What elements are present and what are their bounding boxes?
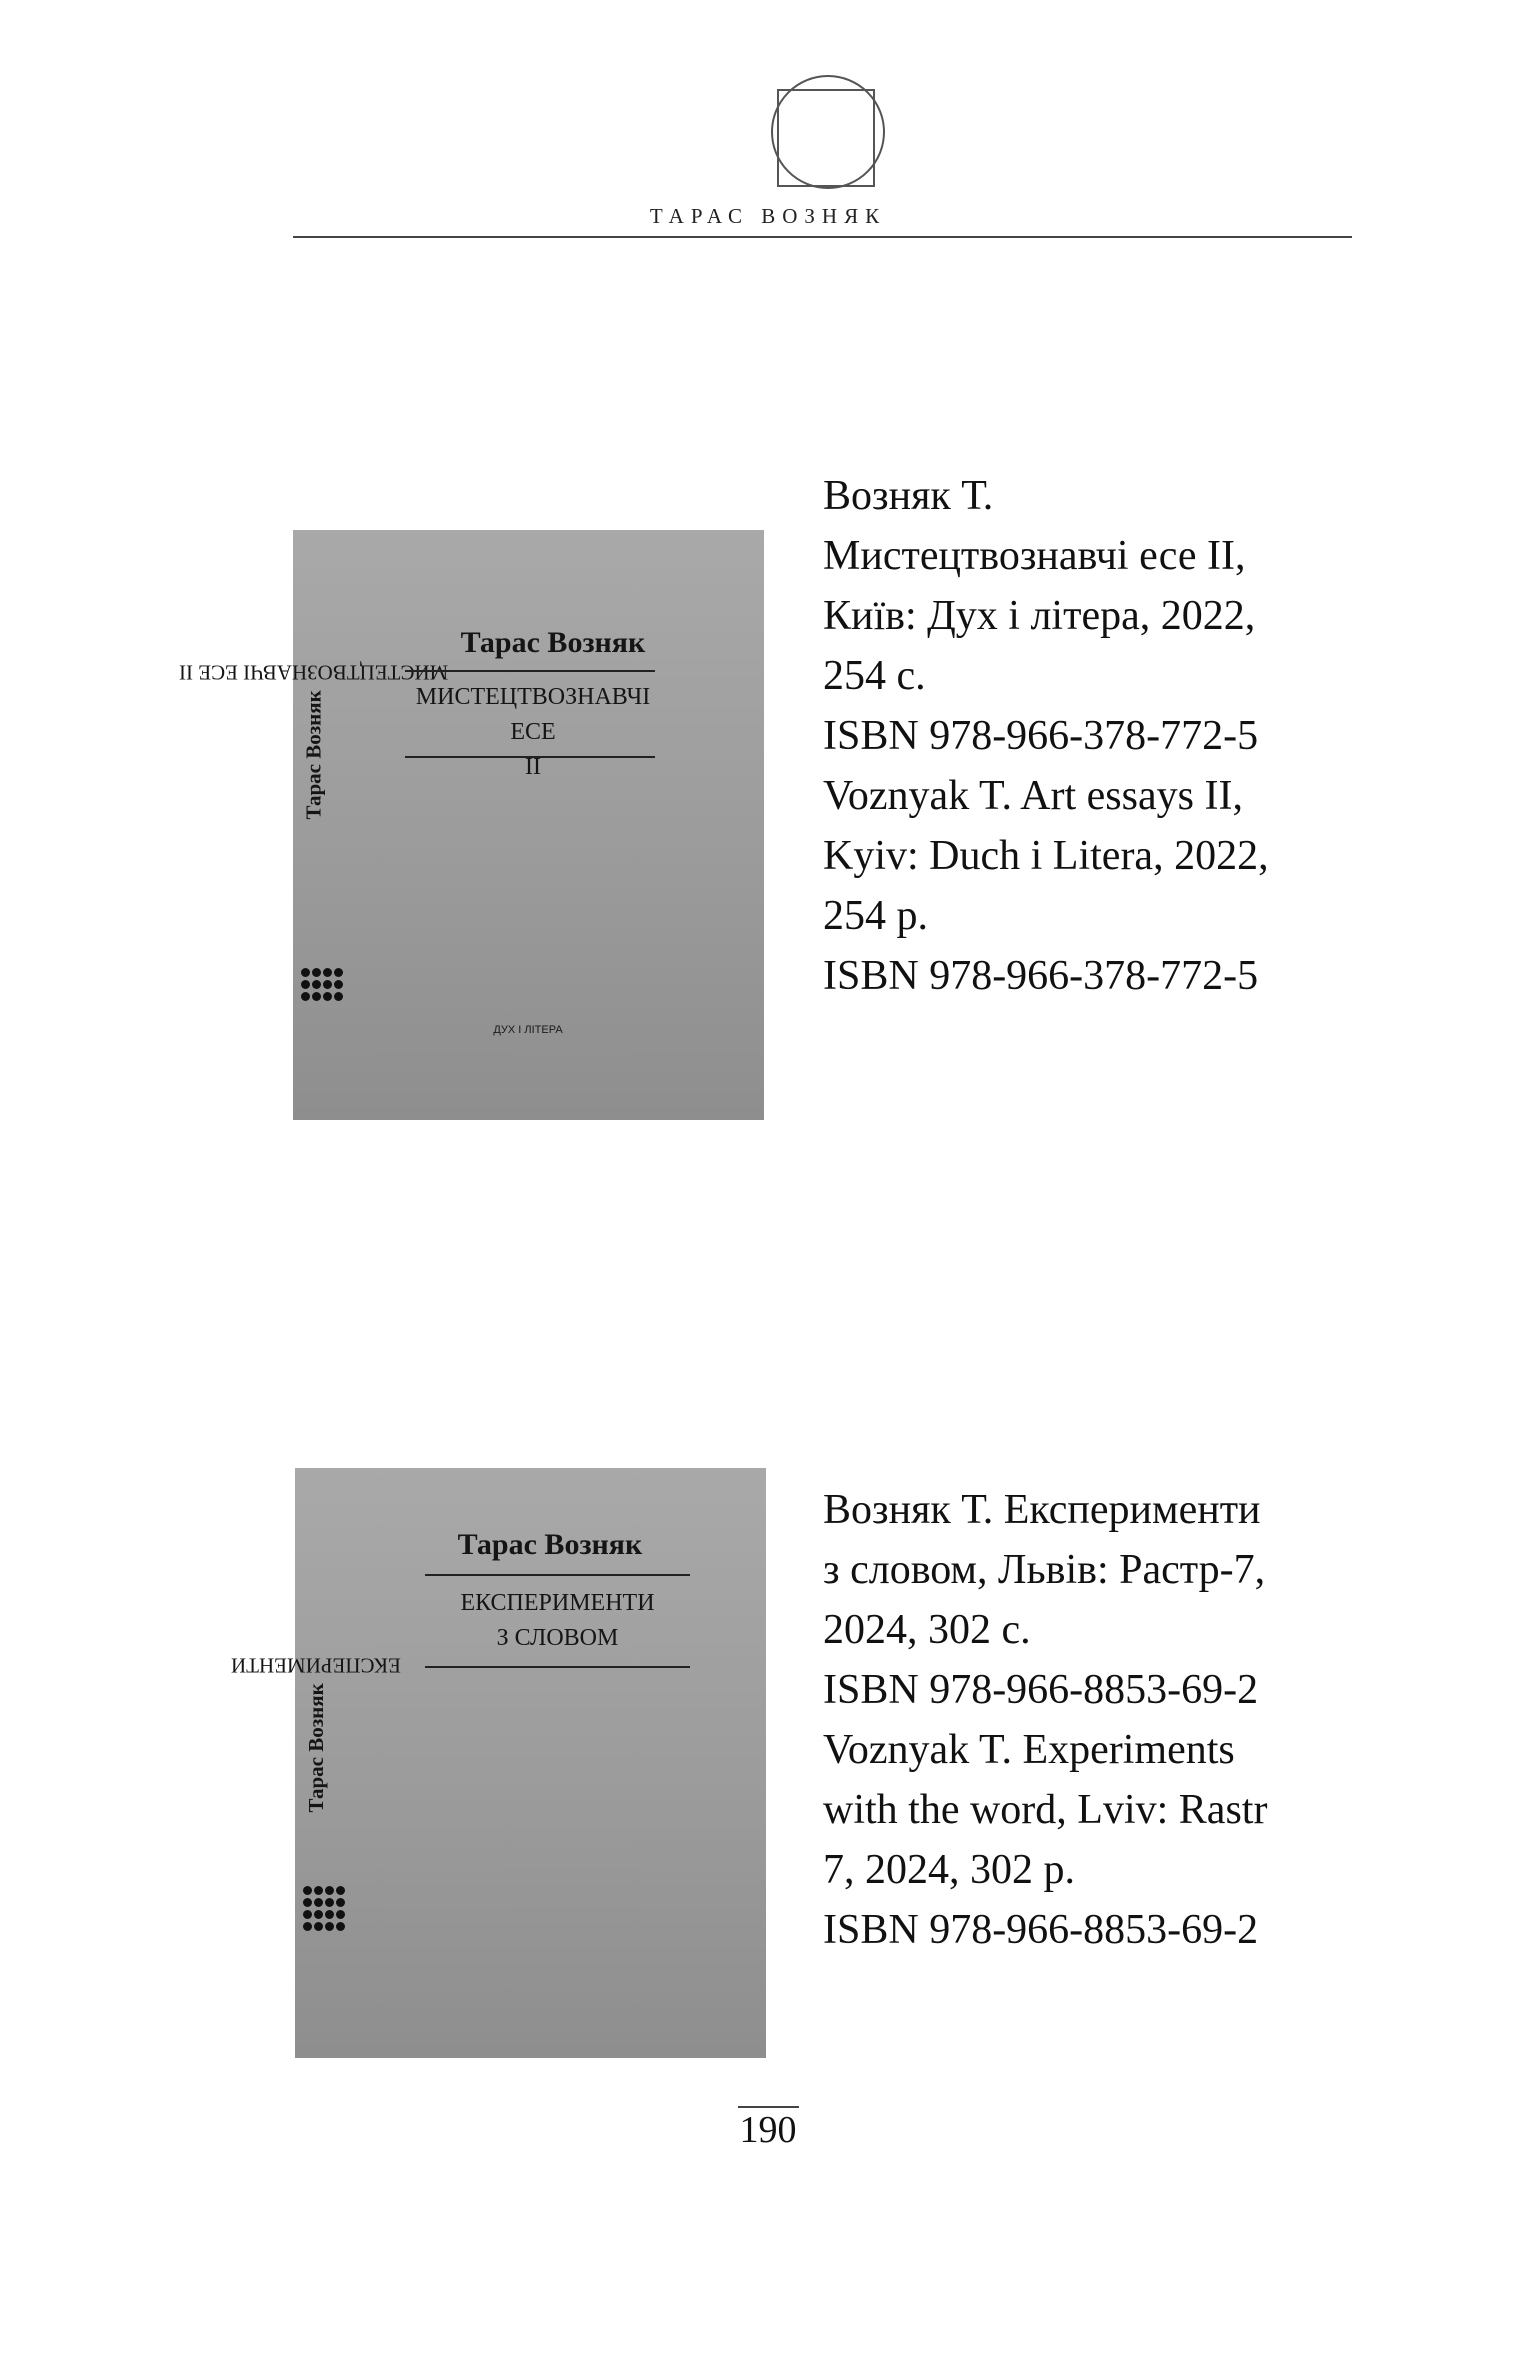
description-line: ISBN 978-966-378-772-5	[823, 953, 1259, 999]
description-line: Voznyak T. Experiments	[823, 1727, 1235, 1773]
cover-title-line: II	[525, 754, 541, 780]
cover-title	[403, 680, 663, 785]
description-line: 7, 2024, 302 p.	[823, 1847, 1075, 1893]
description-line: 254 с.	[823, 653, 926, 699]
book-cover-image	[231, 1468, 766, 2058]
description-line: ISBN 978-966-378-772-5	[823, 713, 1259, 759]
cover-spine	[179, 545, 449, 935]
description-line: ISBN 978-966-8853-69-2	[823, 1667, 1259, 1713]
cover-title-line: МИСТЕЦТВОЗНАВЧІ ЕСЕ	[415, 684, 651, 745]
cover-title	[425, 1586, 690, 1656]
cover-publisher: ДУХ І ЛІТЕРА	[493, 1024, 563, 1036]
cover-title-line: З СЛОВОМ	[496, 1625, 619, 1651]
spine-title: ЕКСПЕРИМЕНТИ	[231, 1654, 401, 1679]
cover-rule	[405, 670, 655, 672]
book-description	[823, 466, 1383, 1006]
page-number-value: 190	[738, 2106, 799, 2152]
description-line: 254 p.	[823, 893, 928, 939]
cover-rule	[425, 1666, 690, 1668]
dots-ornament	[303, 1886, 345, 1931]
cover-author: Тарас Возняк	[460, 626, 646, 659]
page-number	[0, 2106, 1536, 2152]
description-line: ISBN 978-966-8853-69-2	[823, 1907, 1259, 1953]
spine-author: Тарас Возняк	[304, 1683, 329, 1813]
cover-rule	[405, 756, 655, 758]
description-line: Возняк Т.	[823, 473, 994, 519]
cover-rule	[425, 1574, 690, 1576]
spine-author: Тарас Возняк	[302, 690, 326, 820]
running-head: ТАРАС ВОЗНЯК	[649, 204, 887, 228]
spine-title: МИСТЕЦТВОЗНАВЧІ ЕСЕ II	[179, 661, 449, 686]
description-line: 2024, 302 с.	[823, 1607, 1031, 1653]
book-cover-image	[179, 530, 764, 1120]
description-line: Київ: Дух і літера, 2022,	[823, 593, 1256, 639]
description-line: Возняк Т. Експерименти	[823, 1487, 1261, 1533]
dots-ornament	[301, 968, 343, 1001]
header-rule	[293, 236, 1352, 238]
description-line: Мистецтвознавчі есе II,	[823, 533, 1246, 579]
cover-spine	[231, 1538, 401, 1928]
description-line: Kyiv: Duch i Litera, 2022,	[823, 833, 1269, 879]
description-line: Voznyak T. Art essays II,	[823, 773, 1243, 819]
description-line: з словом, Львів: Растр-7,	[823, 1547, 1266, 1593]
cover-author: Тарас Возняк	[457, 1528, 643, 1561]
cover-title-line: ЕКСПЕРИМЕНТИ	[460, 1590, 655, 1616]
description-line: with the word, Lviv: Rastr	[823, 1787, 1268, 1833]
book-description	[823, 1480, 1383, 1960]
circle-square-logo-icon	[768, 72, 888, 192]
